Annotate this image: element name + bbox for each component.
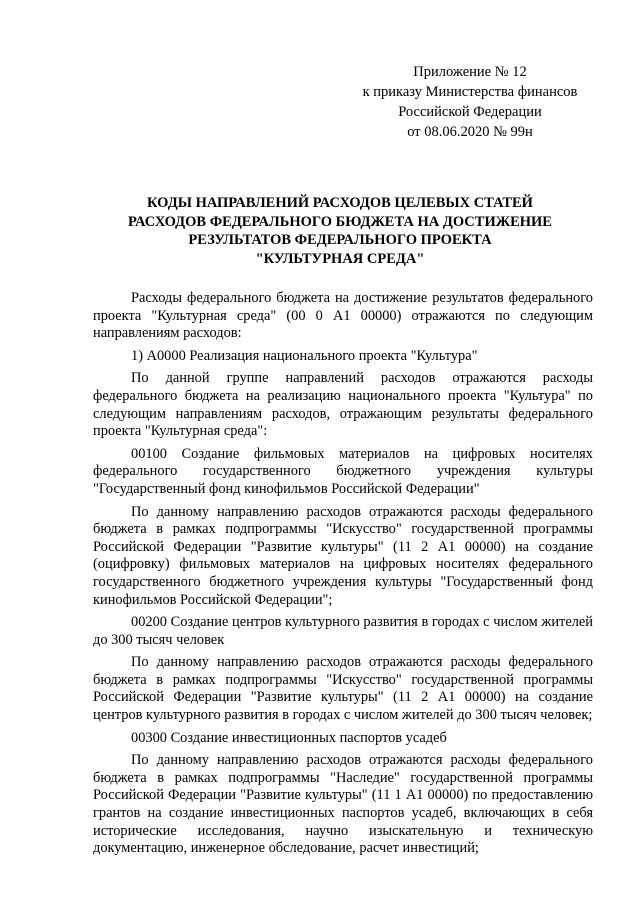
code-00200-description: По данному направлению расходов отражаются расходы федерального бюджета в рамках подпрограммы "Искусство" государственной программы Российской Федерации "Развитие культуры" (11 2 А1 00000) на создание центров культурного развития в городах с числом жителей до 300 тысяч человек; [93,654,593,724]
order-reference: к приказу Министерства финансов [362,84,578,100]
title-line-3: РЕЗУЛЬТАТОВ ФЕДЕРАЛЬНОГО ПРОЕКТА [188,232,492,248]
code-00300-description: По данному направлению расходов отражаются расходы федерального бюджета в рамках подпрограммы "Наследие" государственной программы Российской Федерации "Развитие культуры" (11 1 А1 00000) по предоставлению грантов на создание инвестиционных паспортов усадеб, включающих в себя исторические исследования, научно изыскательную и техническую документацию, инженерное обследование, расчет инвестиций; [93,752,593,857]
title-line-4: "КУЛЬТУРНАЯ СРЕДА" [255,250,425,267]
group-description-paragraph: По данной группе направлений расходов отражаются расходы федерального бюджета на реализацию национального проекта "Культура" по следующим направлениям расходов, отражающим результаты федерального проекта "Культурная среда": [93,370,593,440]
code-00300-heading: 00300 Создание инвестиционных паспортов усадеб [131,729,447,746]
title-line-1: КОДЫ НАПРАВЛЕНИЙ РАСХОДОВ ЦЕЛЕВЫХ СТАТЕЙ [147,195,533,211]
section-heading-a0000: 1) А0000 Реализация национального проекта "Культура" [131,347,478,364]
order-date-number: от 08.06.2020 № 99н [407,124,533,140]
title-line-2: РАСХОДОВ ФЕДЕРАЛЬНОГО БЮДЖЕТА НА ДОСТИЖЕНИЕ [128,213,552,230]
intro-paragraph: Расходы федерального бюджета на достижение результатов федерального проекта "Культурная среда" (00 0 А1 00000) отражаются по следующим направлениям расходов: [93,290,593,342]
code-00200-heading: 00200 Создание центров культурного развития в городах с числом жителей до 300 тысяч человек [93,614,593,648]
code-00100-heading: 00100 Создание фильмовых материалов на цифровых носителях федерального государственного бюджетного учреждения культуры "Государственный фонд кинофильмов Российской Федерации" [93,445,593,497]
document-title [60,194,620,268]
document-body [93,290,593,863]
appendix-number: Приложение № 12 [413,64,527,80]
code-00100-description: По данному направлению расходов отражаются расходы федерального бюджета в рамках подпрограммы "Искусство" государственной программы Российской Федерации "Развитие культуры" (11 2 А1 00000) на создание (оцифровку) фильмовых материалов на цифровых носителях федерального государственного бюджетного учреждения культуры "Государственный фонд кинофильмов Российской Федерации"; [93,503,593,608]
issuing-body: Российской Федерации [398,104,542,120]
appendix-header [340,62,600,142]
